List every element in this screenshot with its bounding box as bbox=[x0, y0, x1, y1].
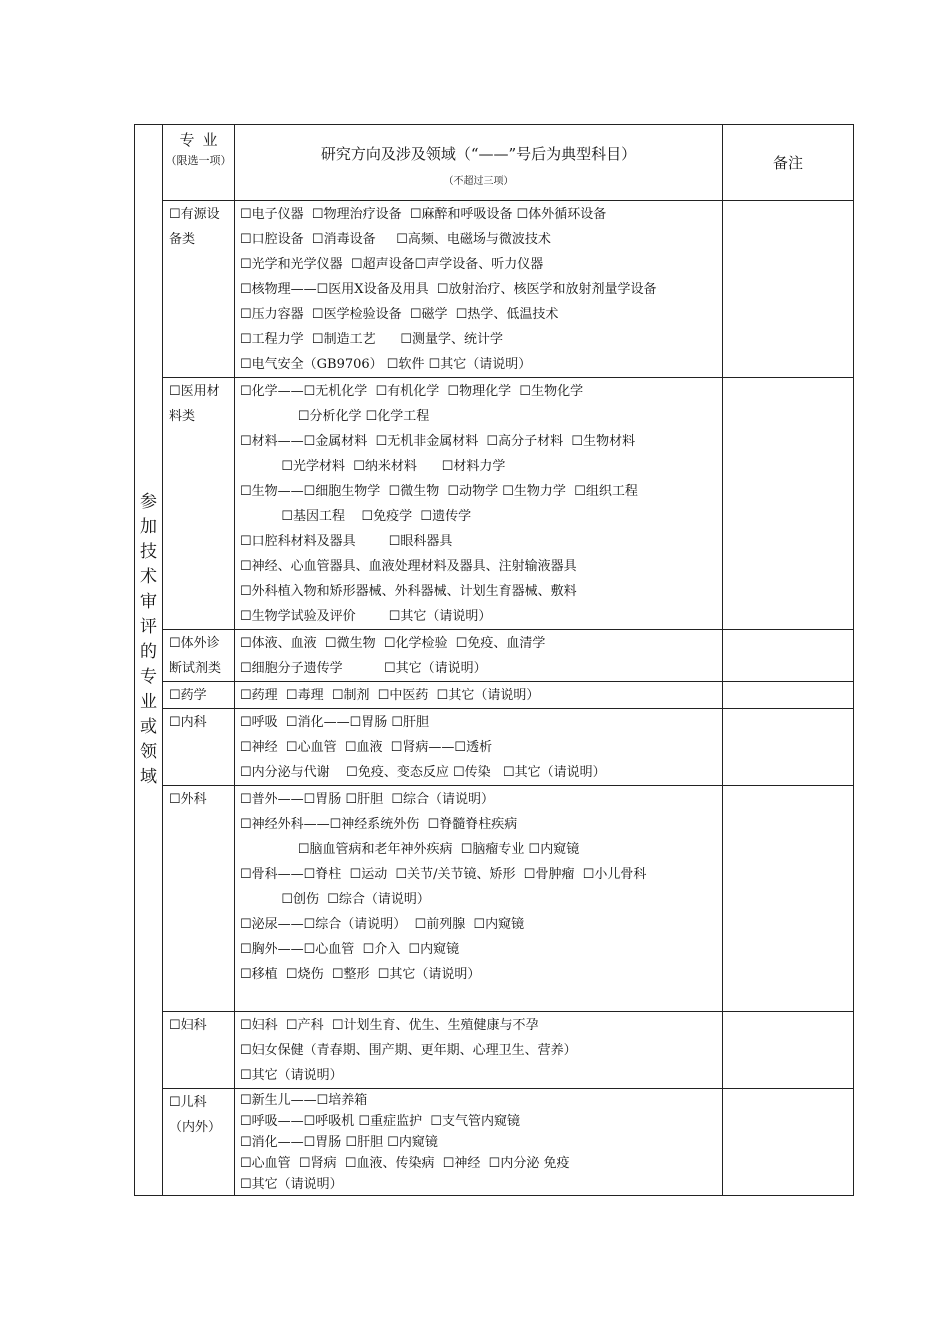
direction-line[interactable]: ☐体液、血液 ☐微生物 ☐化学检验 ☐免疫、血清学 bbox=[240, 636, 546, 651]
direction-title: 研究方向及涉及领域（“——”号后为典型科目） bbox=[320, 144, 637, 163]
specialty-cell[interactable] bbox=[163, 1012, 235, 1089]
direction-line[interactable]: ☐其它（请说明） bbox=[240, 1068, 343, 1083]
section-row bbox=[135, 682, 854, 709]
direction-cell bbox=[235, 1012, 723, 1089]
remarks-cell[interactable] bbox=[723, 378, 854, 630]
direction-line[interactable]: ☐工程力学 ☐制造工艺 ☐测量学、统计学 bbox=[240, 332, 504, 347]
direction-line[interactable]: ☐妇科 ☐产科 ☐计划生育、优生、生殖健康与不孕 bbox=[240, 1018, 539, 1033]
specialty-checkbox-label[interactable]: ☐内科 bbox=[169, 715, 207, 730]
remarks-header: 备注 bbox=[723, 125, 854, 201]
specialty-cell[interactable] bbox=[163, 201, 235, 378]
section-row bbox=[135, 378, 854, 630]
direction-line[interactable]: ☐妇女保健（青春期、围产期、更年期、心理卫生、营养） bbox=[240, 1043, 577, 1058]
direction-line[interactable]: ☐口腔设备 ☐消毒设备 ☐高频、电磁场与微波技术 bbox=[240, 232, 551, 247]
direction-line[interactable]: ☐外科植入物和矫形器械、外科器械、计划生育器械、敷料 bbox=[240, 584, 577, 599]
direction-line[interactable]: ☐呼吸——☐呼吸机 ☐重症监护 ☐支气管内窥镜 bbox=[240, 1114, 521, 1129]
header-row bbox=[135, 125, 854, 201]
direction-line[interactable]: ☐内分泌与代谢 ☐免疫、变态反应 ☐传染 ☐其它（请说明） bbox=[240, 765, 606, 780]
direction-line[interactable]: ☐新生儿——☐培养箱 bbox=[240, 1093, 368, 1108]
direction-cell bbox=[235, 378, 723, 630]
specialty-checkbox-label[interactable]: ☐药学 bbox=[169, 688, 207, 703]
direction-header bbox=[235, 125, 723, 201]
section-row bbox=[135, 709, 854, 786]
remarks-cell[interactable] bbox=[723, 786, 854, 1012]
direction-line[interactable]: ☐呼吸 ☐消化——☐胃肠 ☐肝胆 bbox=[240, 715, 430, 730]
direction-line[interactable]: ☐生物——☐细胞生物学 ☐微生物 ☐动物学 ☐生物力学 ☐组织工程 bbox=[240, 484, 638, 499]
direction-line[interactable]: ☐光学材料 ☐纳米材料 ☐材料力学 bbox=[240, 459, 506, 474]
specialty-title: 专业 bbox=[179, 131, 226, 149]
direction-line[interactable]: ☐胸外——☐心血管 ☐介入 ☐内窥镜 bbox=[240, 942, 460, 957]
specialty-checkbox-label[interactable]: ☐医用材料类 bbox=[169, 384, 220, 424]
direction-line[interactable]: ☐骨科——☐脊柱 ☐运动 ☐关节/关节镜、矫形 ☐骨肿瘤 ☐小儿骨科 bbox=[240, 867, 647, 882]
direction-cell bbox=[235, 201, 723, 378]
direction-line[interactable]: ☐其它（请说明） bbox=[240, 1177, 343, 1192]
specialty-checkbox-label[interactable]: ☐儿科（内外） bbox=[169, 1095, 222, 1135]
specialty-cell[interactable] bbox=[163, 786, 235, 1012]
direction-line[interactable]: ☐消化——☐胃肠 ☐肝胆 ☐内窥镜 bbox=[240, 1135, 438, 1150]
specialty-checkbox-label[interactable]: ☐外科 bbox=[169, 792, 207, 807]
remarks-cell[interactable] bbox=[723, 1089, 854, 1196]
direction-cell bbox=[235, 1089, 723, 1196]
specialty-header bbox=[163, 125, 235, 201]
direction-cell bbox=[235, 630, 723, 682]
direction-line[interactable]: ☐光学和光学仪器 ☐超声设备☐声学设备、听力仪器 bbox=[240, 257, 544, 272]
specialty-note: （限选一项） bbox=[165, 154, 232, 167]
direction-line[interactable]: ☐压力容器 ☐医学检验设备 ☐磁学 ☐热学、低温技术 bbox=[240, 307, 559, 322]
remarks-cell[interactable] bbox=[723, 630, 854, 682]
specialty-cell[interactable] bbox=[163, 630, 235, 682]
section-row bbox=[135, 630, 854, 682]
side-label: 参加技术审评的专业或领域 bbox=[140, 492, 157, 787]
review-specialty-table bbox=[134, 124, 854, 1196]
specialty-checkbox-label[interactable]: ☐妇科 bbox=[169, 1018, 207, 1033]
direction-line[interactable]: ☐脑血管病和老年神外疾病 ☐脑瘤专业 ☐内窥镜 bbox=[240, 842, 580, 857]
direction-line[interactable]: ☐材料——☐金属材料 ☐无机非金属材料 ☐高分子材料 ☐生物材料 bbox=[240, 434, 636, 449]
direction-line[interactable]: ☐基因工程 ☐免疫学 ☐遗传学 bbox=[240, 509, 472, 524]
side-label-cell bbox=[135, 125, 163, 1196]
specialty-cell[interactable] bbox=[163, 709, 235, 786]
direction-line[interactable]: ☐药理 ☐毒理 ☐制剂 ☐中医药 ☐其它（请说明） bbox=[240, 688, 540, 703]
remarks-cell[interactable] bbox=[723, 682, 854, 709]
direction-note: （不超过三项） bbox=[443, 175, 514, 187]
direction-line[interactable]: ☐神经 ☐心血管 ☐血液 ☐肾病——☐透析 bbox=[240, 740, 493, 755]
direction-line[interactable]: ☐普外——☐胃肠 ☐肝胆 ☐综合（请说明） bbox=[240, 792, 495, 807]
direction-line[interactable]: ☐泌尿——☐综合（请说明） ☐前列腺 ☐内窥镜 bbox=[240, 917, 525, 932]
direction-line[interactable]: ☐分析化学 ☐化学工程 bbox=[240, 409, 430, 424]
direction-line[interactable]: ☐细胞分子遗传学 ☐其它（请说明） bbox=[240, 661, 487, 676]
direction-line[interactable]: ☐核物理——☐医用X设备及用具 ☐放射治疗、核医学和放射剂量学设备 bbox=[240, 282, 657, 297]
remarks-cell[interactable] bbox=[723, 1012, 854, 1089]
direction-cell bbox=[235, 709, 723, 786]
remarks-cell[interactable] bbox=[723, 709, 854, 786]
direction-line[interactable]: ☐电气安全（GB9706） ☐软件 ☐其它（请说明） bbox=[240, 357, 532, 372]
direction-line[interactable]: ☐口腔科材料及器具 ☐眼科器具 bbox=[240, 534, 453, 549]
section-row bbox=[135, 1089, 854, 1196]
specialty-cell[interactable] bbox=[163, 682, 235, 709]
direction-line[interactable]: ☐化学——☐无机化学 ☐有机化学 ☐物理化学 ☐生物化学 bbox=[240, 384, 584, 399]
specialty-checkbox-label[interactable]: ☐有源设备类 bbox=[169, 207, 220, 247]
specialty-cell[interactable] bbox=[163, 378, 235, 630]
direction-line[interactable]: ☐创伤 ☐综合（请说明） bbox=[240, 892, 430, 907]
direction-line[interactable]: ☐心血管 ☐肾病 ☐血液、传染病 ☐神经 ☐内分泌 免疫 bbox=[240, 1156, 570, 1171]
direction-line[interactable]: ☐电子仪器 ☐物理治疗设备 ☐麻醉和呼吸设备 ☐体外循环设备 bbox=[240, 207, 607, 222]
specialty-checkbox-label[interactable]: ☐体外诊断试剂类 bbox=[169, 636, 222, 676]
section-row bbox=[135, 1012, 854, 1089]
section-row bbox=[135, 786, 854, 1012]
specialty-cell[interactable] bbox=[163, 1089, 235, 1196]
direction-cell bbox=[235, 682, 723, 709]
direction-line[interactable]: ☐神经外科——☐神经系统外伤 ☐脊髓脊柱疾病 bbox=[240, 817, 518, 832]
direction-line[interactable]: ☐生物学试验及评价 ☐其它（请说明） bbox=[240, 609, 492, 624]
direction-line[interactable]: ☐移植 ☐烧伤 ☐整形 ☐其它（请说明） bbox=[240, 967, 481, 982]
direction-line[interactable]: ☐神经、心血管器具、血液处理材料及器具、注射输液器具 bbox=[240, 559, 577, 574]
section-row bbox=[135, 201, 854, 378]
remarks-cell[interactable] bbox=[723, 201, 854, 378]
direction-cell bbox=[235, 786, 723, 1012]
